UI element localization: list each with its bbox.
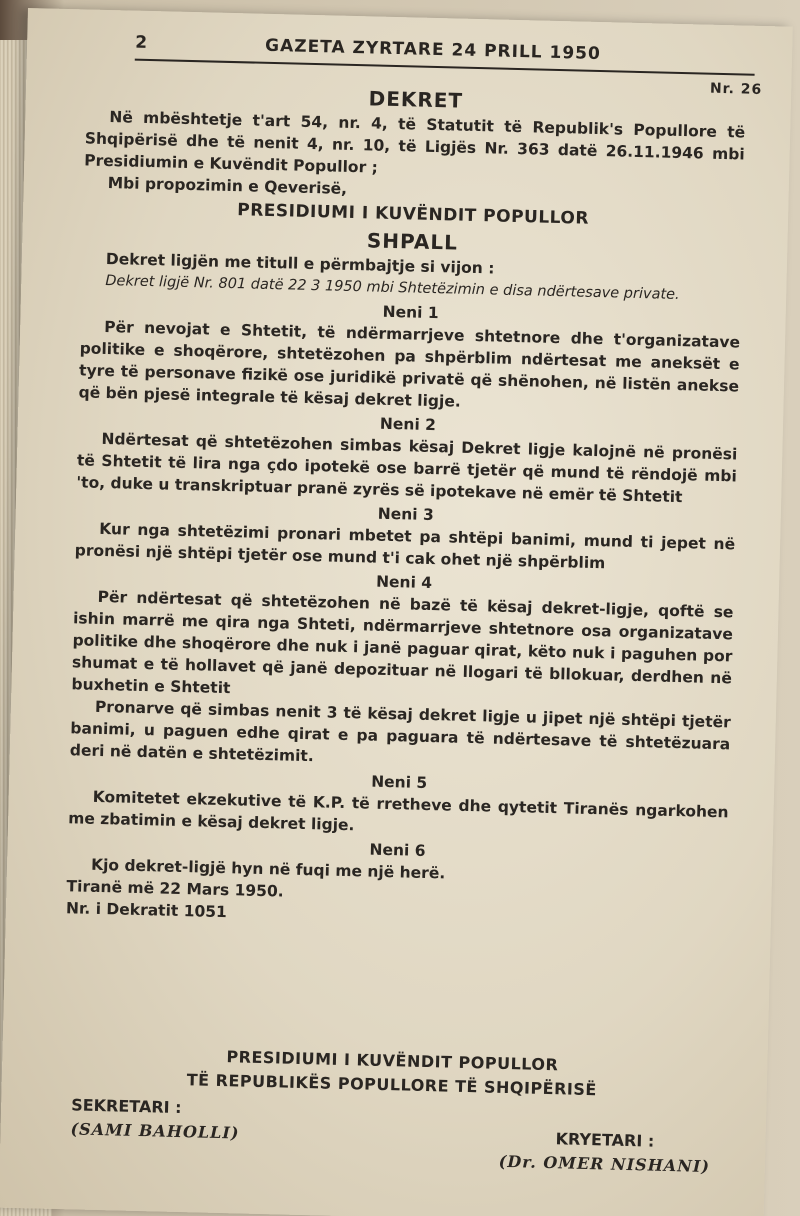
proclamation: SHPALL bbox=[366, 228, 459, 255]
signatories bbox=[60, 1093, 722, 1179]
article-heading: Neni 3 bbox=[377, 504, 434, 525]
preamble-proposal: Mbi propozimin e Qeverisë, bbox=[107, 174, 348, 198]
decree-intro: Dekret ligjën me titull e përmbajtje si vijon : bbox=[105, 249, 495, 278]
chairman-signature bbox=[499, 1126, 711, 1179]
article bbox=[70, 563, 735, 777]
article-heading: Neni 4 bbox=[375, 572, 433, 593]
preamble-legal-basis: Në mbështetje t'art 54, nr. 4, të Statutit të Republik's Popullore të Shqipërisë dhe të nenit 4, nr. 10, të Ligjës Nr. 363 datë 26.11.1946 mbi Presidiumin e Kuvëndit Popullor ; bbox=[84, 108, 746, 177]
secretary-title: SEKRETARI : bbox=[70, 1095, 182, 1118]
article-heading: Neni 5 bbox=[370, 772, 428, 792]
article-paragraph: Ndërtesat që shtetëzohen simbas kësaj Dekret ligje kalojnë në pronësi të Shtetit të lira nga çdo ipotekë ose barrë tjetër që mund të rëndojë mbi 'to, duke u transkriptuar pranë zyrës së ipotekave në emër të Shtetit bbox=[76, 429, 738, 507]
page-number: 2 bbox=[134, 32, 149, 53]
article-paragraph: Për ndërtesat që shtetëzohen në bazë të kësaj dekret-ligje, qoftë se ishin marrë me qira nga Shteti, ndërmarrjeve shtetnore osa organizatave politike dhe shoqërore dhe nuk i janë paguar qirat, këto nuk i paguhen por shumat e të hollavet që janë depozituar në llogari të bllokuar, derdhen në buxhetin e Shtetit bbox=[71, 587, 734, 698]
chairman-title: KRYETARI : bbox=[555, 1129, 655, 1151]
article bbox=[78, 293, 740, 419]
article-paragraph: Kur nga shtetëzimi pronari mbetet pa shtëpi banimi, mund ti jepet në pronësi një shtëpi tjetër ose mund t'i cak ohet një shpërblim bbox=[74, 519, 736, 573]
article-paragraph: Pronarve që simbas nenit 3 të kësaj dekret ligje u jipet një shtëpi tjetër banimi, u paguen edhe qirat e pa paguara të ndërtesave të shtetëzuara deri në datën e shtetëzimit. bbox=[69, 697, 731, 766]
article-heading: Neni 6 bbox=[369, 840, 426, 860]
issuing-authority: PRESIDIUMI I KUVËNDIT POPULLOR bbox=[236, 200, 590, 229]
signature-block bbox=[60, 1041, 723, 1179]
gazette-title: GAZETA ZYRTARE 24 PRILL 1950 bbox=[264, 35, 602, 65]
article-paragraph: Për nevojat e Shtetit, të ndërmarrjeve shtetnore dhe t'organizatave politike e shoqërore, shtetëzohen pa shpërblim ndërtesat me aneksët e tyre të personave fizikë ose juridikë privatë që shënohen, në listën anekse që bën pjesë integrale të kësaj dekret ligje. bbox=[78, 317, 741, 411]
place-date: Tiranë më 22 Mars 1950. bbox=[66, 877, 284, 901]
article bbox=[76, 405, 738, 509]
decree-body bbox=[66, 77, 746, 935]
signatory-org-republic: TË REPUBLIKËS POPULLORE TË SHQIPËRISË bbox=[186, 1070, 598, 1100]
article-heading: Neni 1 bbox=[382, 302, 439, 323]
issue-number: Nr. 26 bbox=[709, 80, 763, 98]
article-paragraph: Komitetet ekzekutive të K.P. të rretheve dhe qytetit Tiranës ngarkohen me zbatimin e kësaj dekret ligje. bbox=[67, 787, 729, 835]
article-heading: Neni 2 bbox=[379, 414, 437, 435]
header-rule bbox=[135, 59, 755, 76]
chairman-name: (Dr. OMER NISHANI) bbox=[498, 1151, 711, 1177]
signatory-org: PRESIDIUMI I KUVËNDIT POPULLOR bbox=[226, 1047, 559, 1075]
secretary-name: (SAMI BAHOLLI) bbox=[70, 1119, 240, 1143]
decree-number: Nr. i Dekratit 1051 bbox=[65, 899, 228, 922]
decree-title: DEKRET bbox=[368, 86, 464, 113]
gazette-page bbox=[0, 8, 793, 1216]
running-head bbox=[134, 32, 763, 98]
secretary-signature bbox=[70, 1093, 240, 1145]
article-paragraph: Kjo dekret-ligjë hyn në fuqi me një herë. bbox=[90, 855, 446, 883]
decree-reference: Dekret ligjë Nr. 801 datë 22 3 1950 mbi Shtetëzimin e disa ndërtesave private. bbox=[105, 272, 680, 304]
